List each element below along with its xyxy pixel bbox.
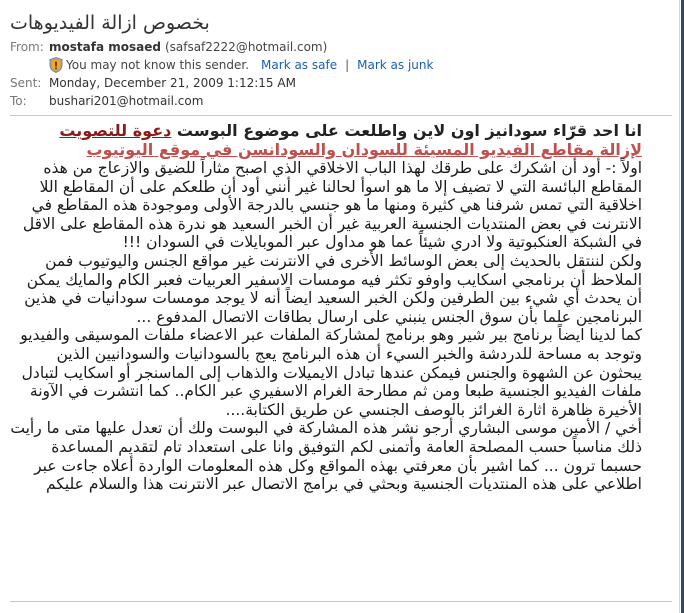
to-label: To: [10, 94, 27, 108]
vote-link[interactable]: دعوة للتصويت [59, 121, 172, 140]
from-label: From: [10, 40, 44, 54]
sent-row [10, 74, 650, 92]
sender-name[interactable]: mostafa mosaed [49, 40, 161, 54]
link-separator: | [345, 58, 350, 72]
remove-videos-link[interactable]: لإزالة مقاطع الفيديو المسيئة للسودان [341, 140, 642, 159]
sent-date: Monday, December 21, 2009 1:12:15 AM [49, 76, 296, 90]
mark-as-junk-link[interactable]: Mark as junk [357, 58, 434, 72]
body-paragraph-3: كما لدينا ايضاً برنامج بير شير وهو برنامج لمشاركة الملفات عبر الاعضاء ملفات الموسيقى والفيديو وتوجد به مساحة للدردشة والخبر السيء أن هذه البرنامج يعج بالسودانيات والسودانيين الذين يبحثون عن الشهوة والجنس فيمكن عندها تبادل الايميلات والذهاب إلى الماسنجر أو اسكايب لتبادل ملفات الفيديو الجنسية طبعا ومن ثم مطارحة الغرام الاسفيري عبر الكام.. كما انتشرت في الآونة الأخيرة ظاهرة اثارة الغرائز بالوصف الجنسي عن طريق الكتابة.... [20, 326, 642, 419]
footer-divider [10, 601, 672, 602]
header-divider [10, 115, 672, 116]
sender-warning-row [10, 56, 650, 74]
email-body [10, 121, 642, 494]
shield-warning-icon [49, 57, 63, 73]
sent-label: Sent: [10, 76, 42, 90]
window-frame-inner [679, 0, 680, 613]
mark-as-safe-link[interactable]: Mark as safe [261, 58, 338, 72]
email-header [10, 8, 650, 110]
youtube-link[interactable]: والسودانسن في موقع اليوتيوب [86, 140, 342, 159]
intro-line [10, 121, 642, 159]
warning-text: You may not know this sender. [66, 58, 250, 72]
body-paragraph-1: اولاً :- أود أن اشكرك على طرقك لهذا الباب الاخلاقي الذي اصبح مثاراً للضيق والازعاج من هذه المقاطع البائسة التي لا تضيف إلا ما هو اسوأ لحالنا غير أنني أود أن طلعكم على أن المقاطع اللا اخلاقية التي تمس شرفنا هي كثيرة ومنها ما هو جنسي بالدرجة الأولى وموجودة هذه المقاطع في الانترنت في بعض المنتديات الجنسية العربية غير أن الخبر السعيد هو ندرة هذه المقاطع على الاقل في الشبكة العنكبوتية ولا ادري شيئاً عما هو مداول عبر الموبايلات في السودان !!! [22, 159, 642, 252]
sender-email: (safsaf2222@hotmail.com) [164, 40, 328, 54]
from-row [10, 38, 650, 56]
to-row [10, 92, 650, 110]
body-paragraph-2: ولكن لننتقل بالحديث إلى بعض الوسائط الأخرى في الانترنت غير مواقع الجنس واليوتيوب فمن الملاحظ أن برنامجي اسكايب واوفو تكثر فيه مومسات الاسفير العربيات فعبر الكام والمايك يمكن أن يحدث أي شيء بين الطرفين ولكن الخبر السعيد ايضاً أنه لا يوجد مومسات سودانيات في هذين البرنامجين علما بأن سوق الجنس ينبني على ارسال بطاقات الاتصال المدفوع ... [24, 251, 642, 326]
intro-text: انا احد قرّاء سودانيز اون لاين واطلعت على موضوع البوست [171, 121, 642, 140]
body-paragraph-4: أخي / الأمين موسى البشاري أرجو نشر هذه المشاركة في البوست ولك أن تعدل عليها متى ما رأيت ذلك مناسباً حسب المصلحة العامة وأتمنى لكم التوفيق وانا على استعداد تام لتقديم المساعدة حسبما ترون ... كما اشير بأن معرفتي بهذه المواقع وكل هذه المعلومات الواردة أعلاه جاءت عبر اطلاعي على هذه المنتديات الجنسية وبحثي في برامج الاتصال عبر الانترنت هذا والسلام عليكم [10, 419, 642, 494]
recipient-email: bushari201@hotmail.com [49, 94, 204, 108]
email-subject: بخصوص ازالة الفيديوهات [10, 12, 210, 34]
